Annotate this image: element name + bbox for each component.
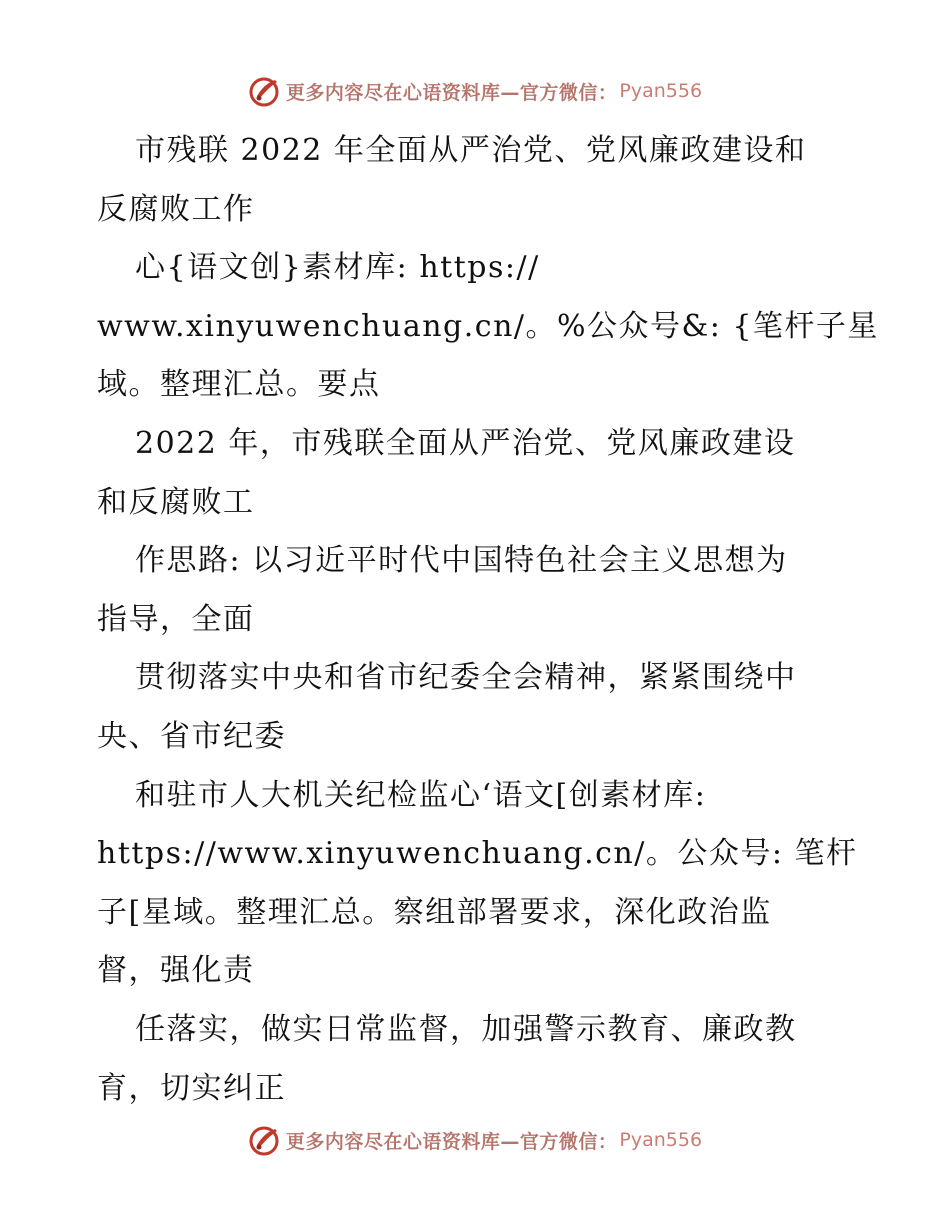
text-line: 和驻市人大机关纪检监心‘语文[创素材库: [135,777,707,813]
text-line: 心{语文创}素材库: https:// [135,250,540,286]
brush-pen-logo-icon [248,74,282,108]
text-line: 作思路: 以习近平时代中国特色社会主义思想为 [135,543,788,579]
brush-pen-logo-icon [248,1123,282,1157]
banner-text: 更多内容尽在心语资料库—官方微信： [285,1130,618,1153]
banner-text: 更多内容尽在心语资料库—官方微信： [285,81,618,104]
banner-wechat-handle: Pyan556 [619,80,703,102]
text-line: 督，强化责 [97,953,255,989]
text-line: 市残联 2022 年全面从严治党、党风廉政建设和 [135,133,807,168]
footer-banner [0,1120,950,1160]
text-line: 子[星域。整理汇总。察组部署要求，深化政治监 [97,894,772,930]
text-line: www.xinyuwenchuang.cn/。%公众号&: {笔杆子星 [97,308,879,344]
text-line: https://www.xinyuwenchuang.cn/。公众号: 笔杆 [97,836,858,872]
text-line: 2022 年，市残联全面从严治党、党风廉政建设 [135,425,796,461]
text-line: 指导，全面 [97,601,255,637]
text-line: 育，切实纠正 [97,1070,286,1106]
text-line: 域。整理汇总。要点 [97,367,381,403]
text-line: 贯彻落实中央和省市纪委全会精神，紧紧围绕中 [135,660,797,696]
text-line: 和反腐败工 [97,484,255,520]
banner-wechat-handle: Pyan556 [619,1129,703,1151]
text-line: 央、省市纪委 [97,718,286,754]
header-banner [0,71,950,111]
document-body [97,122,879,1118]
text-line: 反腐败工作 [97,191,255,227]
text-line: 任落实，做实日常监督，加强警示教育、廉政教 [135,1011,797,1047]
